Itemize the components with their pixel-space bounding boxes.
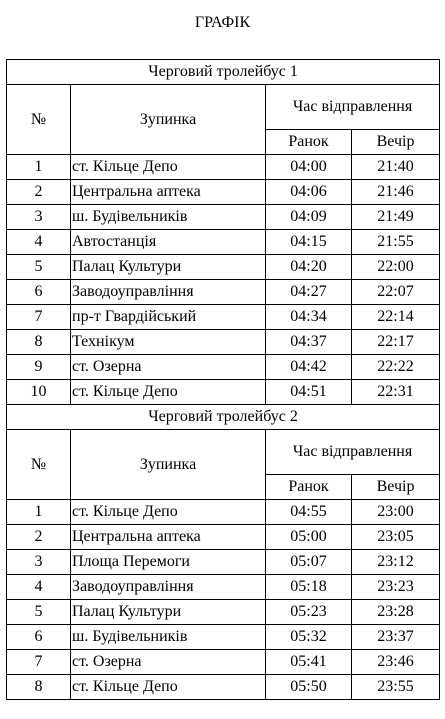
stop-name: Автостанція bbox=[71, 230, 266, 255]
morning-time: 04:55 bbox=[266, 500, 352, 525]
column-header-stop: Зупинка bbox=[71, 430, 266, 500]
section-title-row bbox=[7, 60, 440, 85]
stop-name: Центральна аптека bbox=[71, 180, 266, 205]
table-row bbox=[7, 575, 440, 600]
stop-name: Заводоуправління bbox=[71, 280, 266, 305]
stop-name: Палац Культури bbox=[71, 600, 266, 625]
schedule-table bbox=[6, 59, 440, 700]
table-row bbox=[7, 550, 440, 575]
table-row bbox=[7, 625, 440, 650]
stop-name: ст. Кільце Депо bbox=[71, 675, 266, 700]
column-header-morning: Ранок bbox=[266, 475, 352, 500]
row-number: 2 bbox=[7, 525, 71, 550]
evening-time: 23:46 bbox=[352, 650, 440, 675]
header-row bbox=[7, 85, 440, 130]
column-header-number: № bbox=[7, 85, 71, 155]
stop-name: ш. Будівельників bbox=[71, 205, 266, 230]
header-row bbox=[7, 430, 440, 475]
stop-name: ст. Озерна bbox=[71, 355, 266, 380]
table-row bbox=[7, 155, 440, 180]
morning-time: 04:20 bbox=[266, 255, 352, 280]
evening-time: 22:31 bbox=[352, 380, 440, 405]
evening-time: 23:05 bbox=[352, 525, 440, 550]
stop-name: Технікум bbox=[71, 330, 266, 355]
row-number: 7 bbox=[7, 650, 71, 675]
table-row bbox=[7, 330, 440, 355]
morning-time: 04:09 bbox=[266, 205, 352, 230]
morning-time: 05:41 bbox=[266, 650, 352, 675]
row-number: 5 bbox=[7, 255, 71, 280]
row-number: 5 bbox=[7, 600, 71, 625]
table-row bbox=[7, 280, 440, 305]
morning-time: 04:42 bbox=[266, 355, 352, 380]
table-row bbox=[7, 205, 440, 230]
document-title: ГРАФІК bbox=[194, 14, 251, 31]
evening-time: 21:49 bbox=[352, 205, 440, 230]
stop-name: ст. Кільце Депо bbox=[71, 380, 266, 405]
stop-name: ст. Озерна bbox=[71, 650, 266, 675]
evening-time: 22:07 bbox=[352, 280, 440, 305]
morning-time: 04:06 bbox=[266, 180, 352, 205]
stop-name: пр-т Гвардійський bbox=[71, 305, 266, 330]
evening-time: 21:55 bbox=[352, 230, 440, 255]
table-row bbox=[7, 355, 440, 380]
morning-time: 05:23 bbox=[266, 600, 352, 625]
stop-name: ст. Кільце Депо bbox=[71, 500, 266, 525]
evening-time: 22:17 bbox=[352, 330, 440, 355]
table-row bbox=[7, 525, 440, 550]
column-header-evening: Вечір bbox=[352, 475, 440, 500]
column-header-departure-time: Час відправлення bbox=[266, 430, 440, 475]
morning-time: 05:00 bbox=[266, 525, 352, 550]
evening-time: 22:14 bbox=[352, 305, 440, 330]
morning-time: 05:50 bbox=[266, 675, 352, 700]
column-header-evening: Вечір bbox=[352, 130, 440, 155]
stop-name: ш. Будівельників bbox=[71, 625, 266, 650]
row-number: 9 bbox=[7, 355, 71, 380]
evening-time: 21:46 bbox=[352, 180, 440, 205]
column-header-number: № bbox=[7, 430, 71, 500]
morning-time: 04:37 bbox=[266, 330, 352, 355]
table-row bbox=[7, 600, 440, 625]
row-number: 7 bbox=[7, 305, 71, 330]
stop-name: Заводоуправління bbox=[71, 575, 266, 600]
morning-time: 05:32 bbox=[266, 625, 352, 650]
evening-time: 23:28 bbox=[352, 600, 440, 625]
stop-name: ст. Кільце Депо bbox=[71, 155, 266, 180]
section-title-row bbox=[7, 405, 440, 430]
evening-time: 23:55 bbox=[352, 675, 440, 700]
morning-time: 04:34 bbox=[266, 305, 352, 330]
evening-time: 22:00 bbox=[352, 255, 440, 280]
row-number: 6 bbox=[7, 280, 71, 305]
row-number: 10 bbox=[7, 380, 71, 405]
schedule-table-body bbox=[7, 60, 440, 700]
evening-time: 23:00 bbox=[352, 500, 440, 525]
row-number: 1 bbox=[7, 500, 71, 525]
table-row bbox=[7, 230, 440, 255]
evening-time: 23:23 bbox=[352, 575, 440, 600]
row-number: 4 bbox=[7, 230, 71, 255]
evening-time: 23:12 bbox=[352, 550, 440, 575]
column-header-departure-time: Час відправлення bbox=[266, 85, 440, 130]
row-number: 8 bbox=[7, 675, 71, 700]
table-row bbox=[7, 305, 440, 330]
table-row bbox=[7, 675, 440, 700]
row-number: 8 bbox=[7, 330, 71, 355]
table-row bbox=[7, 650, 440, 675]
morning-time: 05:07 bbox=[266, 550, 352, 575]
table-row bbox=[7, 380, 440, 405]
row-number: 3 bbox=[7, 205, 71, 230]
section-title: Черговий тролейбус 1 bbox=[7, 60, 440, 85]
table-row bbox=[7, 500, 440, 525]
row-number: 3 bbox=[7, 550, 71, 575]
column-header-morning: Ранок bbox=[266, 130, 352, 155]
row-number: 4 bbox=[7, 575, 71, 600]
evening-time: 22:22 bbox=[352, 355, 440, 380]
evening-time: 21:40 bbox=[352, 155, 440, 180]
stop-name: Площа Перемоги bbox=[71, 550, 266, 575]
morning-time: 04:00 bbox=[266, 155, 352, 180]
morning-time: 04:15 bbox=[266, 230, 352, 255]
evening-time: 23:37 bbox=[352, 625, 440, 650]
column-header-stop: Зупинка bbox=[71, 85, 266, 155]
section-title: Черговий тролейбус 2 bbox=[7, 405, 440, 430]
table-row bbox=[7, 180, 440, 205]
stop-name: Центральна аптека bbox=[71, 525, 266, 550]
stop-name: Палац Культури bbox=[71, 255, 266, 280]
row-number: 1 bbox=[7, 155, 71, 180]
morning-time: 04:27 bbox=[266, 280, 352, 305]
table-row bbox=[7, 255, 440, 280]
row-number: 2 bbox=[7, 180, 71, 205]
row-number: 6 bbox=[7, 625, 71, 650]
morning-time: 05:18 bbox=[266, 575, 352, 600]
morning-time: 04:51 bbox=[266, 380, 352, 405]
